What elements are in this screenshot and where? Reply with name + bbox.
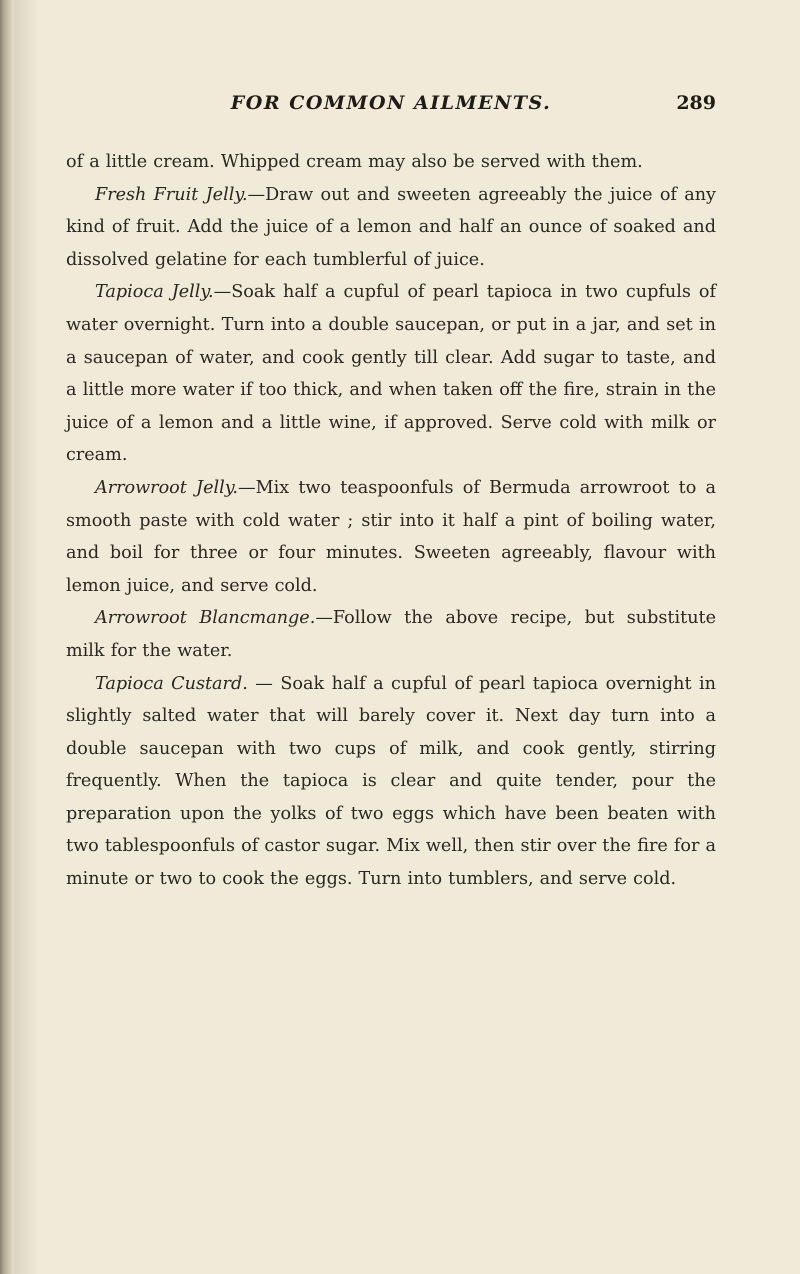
- recipe-text: — Soak half a cupful of pearl tapioca overnight in slightly salted water that will barely cover it. Next day turn into a double saucepan with two cups of milk, and cook gently, stirring frequently. When the tapioca is clear and quite tender, pour the preparation upon the yolks of two eggs which have been beaten with two tablespoonfuls of castor sugar. Mix well, then stir over the fire for a minute or two to cook the eggs. Turn into tumblers, and serve cold.: [66, 673, 716, 890]
- recipe-text: —Draw out and sweeten agreeably the juice of any kind of fruit. Add the juice of a lemon and half an ounce of soaked and dissolved gelatine for each tumblerful of juice.: [66, 184, 716, 270]
- recipe-text: —Follow the above recipe, but substitute milk for the water.: [66, 608, 717, 661]
- paragraph-continuation: [66, 146, 716, 179]
- recipe-arrowroot-jelly: [66, 472, 716, 602]
- page-number: 289: [676, 92, 716, 114]
- recipe-title: Arrowroot Blancmange.: [95, 608, 316, 629]
- recipe-fresh-fruit-jelly: [66, 179, 716, 277]
- recipe-title: Arrowroot Jelly.: [95, 477, 238, 498]
- recipe-arrowroot-blancmange: [66, 602, 716, 667]
- recipe-text: —Mix two teaspoonfuls of Bermuda arrowroot to a smooth paste with cold water ; stir into it half a pint of boiling water, and boil for three or four minutes. Sweeten agreeably, flavour with lemon juice, and serve cold.: [66, 477, 716, 596]
- running-head: [66, 92, 716, 126]
- recipe-tapioca-jelly: [66, 276, 716, 472]
- paragraph-text: of a little cream. Whipped cream may also be served with them.: [66, 152, 643, 172]
- running-title: FOR COMMON AILMENTS.: [230, 92, 552, 114]
- recipe-title: Tapioca Custard.: [95, 673, 248, 694]
- recipe-tapioca-custard: [66, 668, 716, 896]
- recipe-title: Fresh Fruit Jelly.: [95, 184, 248, 205]
- page-binding-shadow: [14, 0, 40, 1274]
- book-page: [66, 92, 716, 896]
- recipe-title: Tapioca Jelly.: [95, 282, 214, 303]
- page-binding-edge: [0, 0, 14, 1274]
- recipe-text: —Soak half a cupful of pearl tapioca in two cupfuls of water overnight. Turn into a double saucepan, or put in a jar, and set in a saucepan of water, and cook gently till clear. Add sugar to taste, and a little more water if too thick, and when taken off the fire, strain in the juice of a lemon and a little wine, if approved. Serve cold with milk or cream.: [66, 282, 716, 466]
